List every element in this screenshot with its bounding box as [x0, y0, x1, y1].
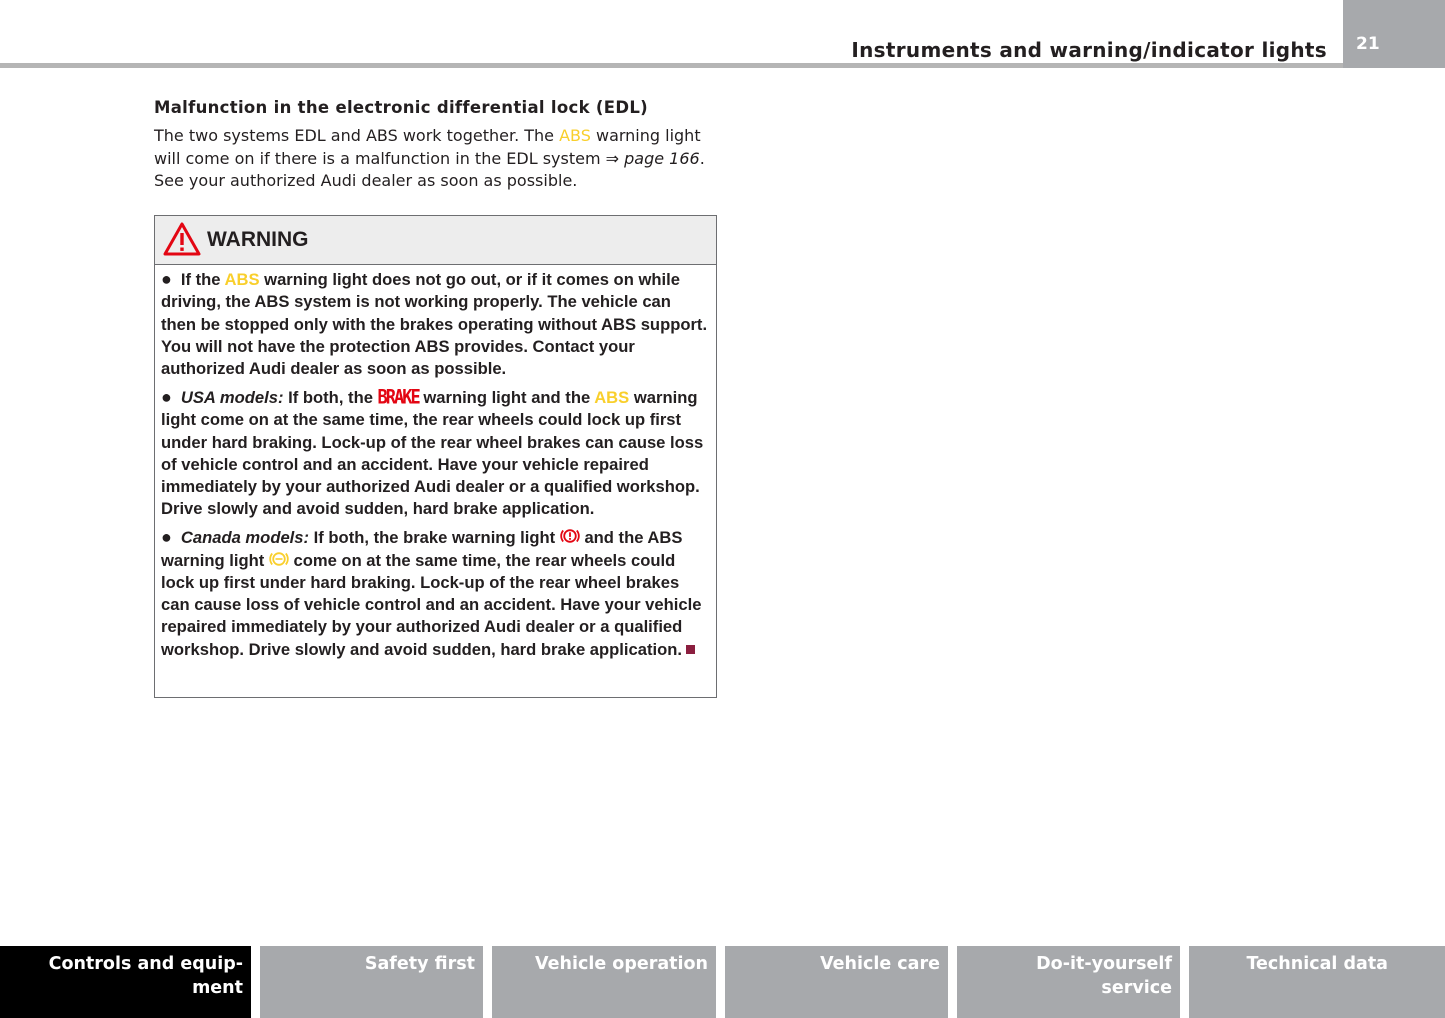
header-rule: [0, 63, 1445, 68]
warning-title: WARNING: [207, 228, 309, 251]
footer-tab-label: Vehicle care: [820, 954, 940, 974]
footer-tab-label: Vehicle operation: [535, 954, 708, 974]
warning-box: [154, 215, 717, 698]
text-run: If the: [180, 270, 225, 289]
abs-indicator-text: ABS: [594, 387, 630, 407]
bullet-icon: ●: [161, 386, 172, 407]
text-run: The two systems EDL and ABS work together. The: [154, 126, 560, 145]
section-end-mark-icon: [686, 645, 695, 654]
footer-tab-vehicle-care[interactable]: [725, 946, 948, 1018]
footer-tab-label: Technical data: [1246, 954, 1388, 974]
page-header-title: Instruments and warning/indicator lights: [851, 38, 1327, 62]
brake-warning-symbol-icon: [560, 527, 580, 545]
section-heading: Malfunction in the electronic differential lock (EDL): [154, 98, 648, 117]
text-run: warning light and the: [418, 387, 595, 407]
text-run: warning light does not go out, or if it comes on while driving, the ABS system is not working properly. The vehicle can then be stopped only with the brakes operating without ABS support. You will not have the protection ABS provides. Contact your authorized Audi dealer as soon as possible.: [161, 270, 708, 379]
footer-tab-label: ment: [192, 977, 243, 998]
abs-warning-symbol-icon: [269, 550, 289, 568]
footer-tab-vehicle-operation[interactable]: [492, 946, 716, 1018]
text-run: and the ABS warning light: [161, 528, 683, 570]
reference-arrow-icon: ⇒: [605, 148, 620, 168]
footer-tab-safety-first[interactable]: [260, 946, 483, 1018]
brake-indicator-text: BRAKE: [377, 386, 419, 410]
bullet-icon: ●: [161, 527, 172, 548]
section-paragraph: [154, 125, 724, 193]
text-run: warning light come on at the same time, the rear wheels could lock up first under hard braking. Lock-up of the rear wheel brakes can cause loss of vehicle control and an accident. Have your vehicle repaired immediately by your authorized Audi dealer or a qualified workshop. Drive slowly and avoid sudden, hard brake application.: [161, 387, 704, 519]
text-run: come on at the same time, the rear wheels could lock up first under hard braking. Lock-up of the rear wheel brakes can cause loss of vehicle control and an accident. Have your vehicle repaired immediately by your authorized Audi dealer or a qualified workshop. Drive slowly and avoid sudden, hard brake application.: [161, 550, 702, 659]
text-run: warning light will come on if there is a malfunction in the EDL system: [154, 126, 701, 168]
usa-models-label: USA models:: [180, 387, 284, 407]
footer-tab-controls[interactable]: [0, 946, 251, 1018]
abs-indicator-text: ABS: [224, 270, 260, 289]
warning-item-canada: [161, 526, 710, 661]
warning-header: [155, 216, 716, 265]
bullet-icon: ●: [161, 269, 172, 289]
warning-triangle-icon: [163, 222, 201, 256]
footer-tab-do-it-yourself[interactable]: [957, 946, 1180, 1018]
page-number: 21: [1356, 34, 1380, 54]
text-run: . See your authorized Audi dealer as soon as possible.: [154, 148, 705, 190]
text-run: If both, the brake warning light: [309, 528, 560, 548]
warning-body: [155, 268, 716, 661]
footer-tab-label: Controls and equip-: [48, 954, 243, 974]
warning-item-usa: [161, 386, 710, 521]
footer-tab-label: Do-it-yourself service: [1036, 954, 1172, 998]
canada-models-label: Canada models:: [180, 528, 310, 548]
footer-tab-technical-data[interactable]: [1189, 946, 1445, 1018]
abs-indicator-text: ABS: [559, 126, 591, 145]
page-reference-link[interactable]: page 166: [624, 148, 700, 168]
text-run: If both, the: [283, 387, 378, 407]
warning-item-abs: [161, 268, 710, 380]
footer-tab-label: Safety first: [364, 954, 475, 974]
